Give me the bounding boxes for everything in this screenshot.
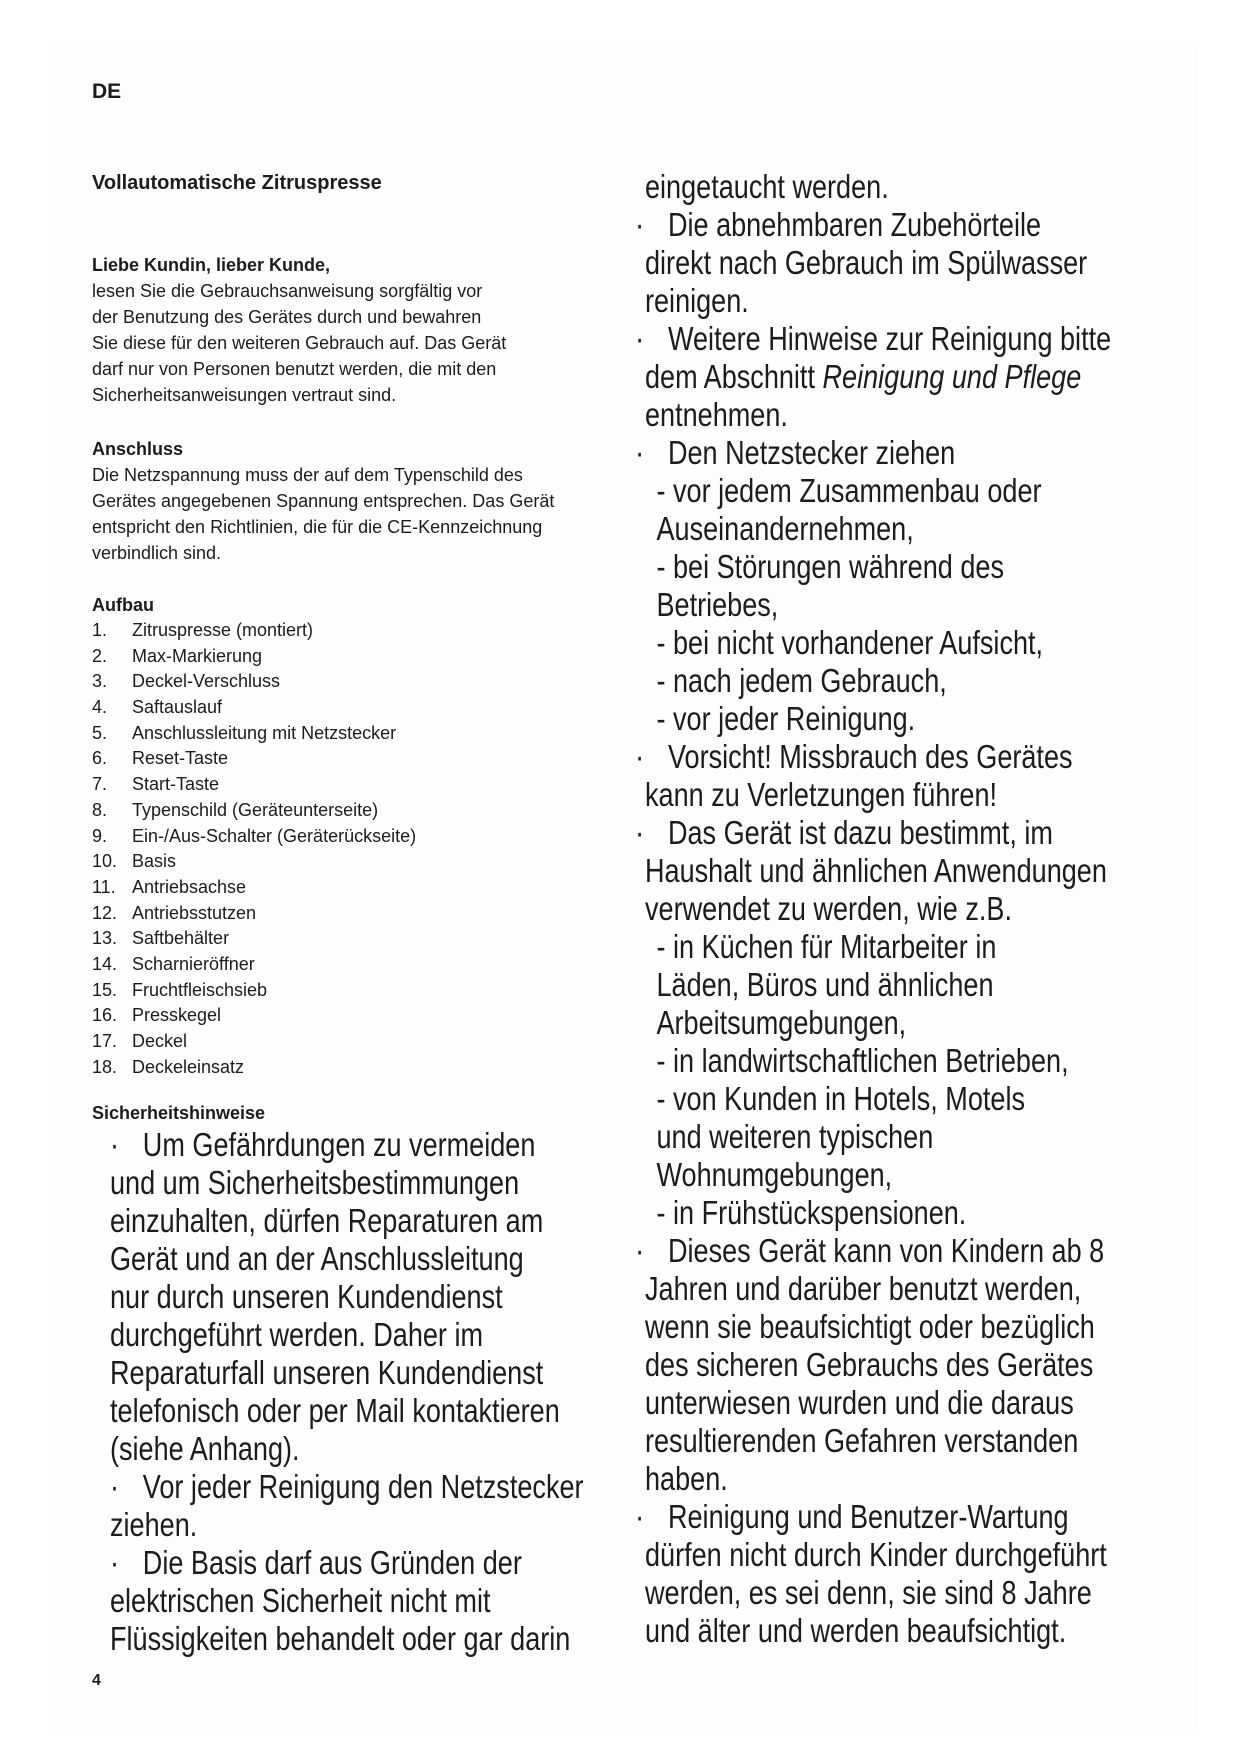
bullet-dot: · [110,1126,120,1163]
text-line: - bei nicht vorhandener Aufsicht, [656,624,1044,661]
text-line: nur durch unseren Kundendienst [110,1278,503,1315]
bullet-dot: · [635,814,645,851]
list-item: 18. Deckeleinsatz [92,1056,245,1077]
text-line: dem Abschnitt Reinigung und Pflege [645,358,1082,395]
text-line: Betriebes, [656,586,779,623]
text-line: und weiteren typischen [656,1118,934,1155]
text-line: eingetaucht werden. [645,168,889,205]
bullet-line: · Die abnehmbaren Zubehörteile [635,206,1042,243]
text-line: Flüssigkeiten behandelt oder gar darin [110,1620,571,1657]
language-code: DE [92,80,122,103]
text-line: darf nur von Personen benutzt werden, die mit den [92,359,497,379]
connection-section [92,436,612,566]
bullet-line: · Dieses Gerät kann von Kindern ab 8 [635,1232,1105,1269]
bullet-dot: · [635,1232,645,1269]
text-line: verbindlich sind. [92,543,222,563]
list-item: 6. Reset-Taste [92,748,229,769]
page-title: Vollautomatische Zitruspresse [92,172,382,194]
list-item: 12. Antriebsstutzen [92,902,257,923]
text-line: - nach jedem Gebrauch, [656,662,947,699]
page-number: 4 [92,1672,101,1689]
text-line: reinigen. [645,282,749,319]
text-line: der Benutzung des Gerätes durch und bewahren [92,307,482,327]
text-line: und um Sicherheitsbestimmungen [110,1164,520,1201]
text-line: Arbeitsumgebungen, [656,1004,907,1041]
text-line: direkt nach Gebrauch im Spülwasser [645,244,1088,281]
text-line: Auseinandernehmen, [656,510,914,547]
bullet-dot: · [110,1544,120,1581]
text-line: - vor jeder Reinigung. [656,700,916,737]
text-line: Sie diese für den weiteren Gebrauch auf. Das Gerät [92,333,507,353]
greeting-section [92,252,612,408]
text-line: (siehe Anhang). [110,1430,300,1467]
bullet-line: · Weitere Hinweise zur Reinigung bitte [635,320,1112,357]
text-line: lesen Sie die Gebrauchsanweisung sorgfältig vor [92,281,483,301]
list-item: 7. Start-Taste [92,774,220,795]
bullet-dot: · [635,434,645,471]
text-line: dürfen nicht durch Kinder durchgeführt [645,1536,1107,1573]
list-item: 1. Zitruspresse (montiert) [92,620,314,640]
list-item: 3. Deckel-Verschluss [92,671,281,692]
safety-heading: Sicherheitshinweise [92,1103,266,1123]
list-item: 17. Deckel [92,1031,188,1051]
safety-right-column [635,168,1178,1650]
text-line: ziehen. [110,1506,198,1543]
section-reference: Reinigung und Pflege [822,358,1082,395]
list-item: 8. Typenschild (Geräteunterseite) [92,799,379,820]
build-section [92,592,612,1080]
text-line: unterwiesen wurden und die daraus [645,1384,1074,1421]
greeting-heading: Liebe Kundin, lieber Kunde, [92,255,331,275]
bullet-dot: · [110,1468,120,1505]
text-line: telefonisch oder per Mail kontaktieren [110,1392,560,1429]
bullet-line: · Das Gerät ist dazu bestimmt, im [635,814,1053,851]
list-item: 5. Anschlussleitung mit Netzstecker [92,722,397,743]
bullet-line: · Reinigung und Benutzer-Wartung [635,1498,1069,1535]
bullet-dot: · [635,320,645,357]
text-line: Die Netzspannung muss der auf dem Typenschild des [92,465,523,485]
text-line: Haushalt und ähnlichen Anwendungen [645,852,1107,889]
bullet-line: · Um Gefährdungen zu vermeiden [110,1126,536,1163]
text-line: Reparaturfall unseren Kundendienst [110,1354,544,1391]
bullet-line: · Vor jeder Reinigung den Netzstecker [110,1468,584,1505]
text-line: und älter und werden beaufsichtigt. [645,1612,1067,1649]
bullet-line: · Den Netzstecker ziehen [635,434,956,471]
text-line: durchgeführt werden. Daher im [110,1316,484,1353]
list-item: 9. Ein-/Aus-Schalter (Geräterückseite) [92,825,417,846]
text-line: kann zu Verletzungen führen! [645,776,998,813]
list-item: 2. Max-Markierung [92,645,263,666]
text-line: entspricht den Richtlinien, die für die CE-Kennzeichnung [92,517,543,537]
text-line: einzuhalten, dürfen Reparaturen am [110,1202,544,1239]
bullet-line: · Die Basis darf aus Gründen der [110,1544,522,1581]
list-item: 14. Scharnieröffner [92,953,255,974]
list-item: 10. Basis [92,851,177,872]
build-heading: Aufbau [92,595,154,615]
list-item: 16. Presskegel [92,1005,222,1026]
list-item: 13. Saftbehälter [92,928,230,949]
text-line: - in Küchen für Mitarbeiter in [656,928,997,965]
text-line: Sicherheitsanweisungen vertraut sind. [92,385,397,405]
bullet-dot: · [635,1498,645,1535]
bullet-dot: · [635,206,645,243]
connection-heading: Anschluss [92,439,184,459]
parts-list [92,618,612,1080]
list-item: 15. Fruchtfleischsieb [92,979,268,1000]
text-line: elektrischen Sicherheit nicht mit [110,1582,491,1619]
text-line: haben. [645,1460,728,1497]
text-line: - von Kunden in Hotels, Motels [656,1080,1025,1117]
text-line: verwendet zu werden, wie z.B. [645,890,1012,927]
text-line: Jahren und darüber benutzt werden, [645,1270,1082,1307]
text-line: werden, es sei denn, sie sind 8 Jahre [645,1574,1092,1611]
text-line: entnehmen. [645,396,788,433]
text-line: Gerätes angegebenen Spannung entsprechen. Das Gerät [92,491,555,511]
text-line: - bei Störungen während des [656,548,1004,585]
text-line: Wohnumgebungen, [656,1156,893,1193]
safety-left-column [110,1126,635,1658]
text-line: - in landwirtschaftlichen Betrieben, [656,1042,1069,1079]
text-line: des sicheren Gebrauchs des Gerätes [645,1346,1094,1383]
text-line: - vor jedem Zusammenbau oder [656,472,1042,509]
list-item: 11. Antriebsachse [92,876,247,897]
text-line: Gerät und an der Anschlussleitung [110,1240,524,1277]
bullet-line: · Vorsicht! Missbrauch des Gerätes [635,738,1073,775]
text-line: resultierenden Gefahren verstanden [645,1422,1079,1459]
text-line: Läden, Büros und ähnlichen [656,966,994,1003]
bullet-dot: · [635,738,645,775]
text-line: wenn sie beaufsichtigt oder bezüglich [645,1308,1095,1345]
text-line: - in Frühstückspensionen. [656,1194,967,1231]
list-item: 4. Saftauslauf [92,697,223,718]
